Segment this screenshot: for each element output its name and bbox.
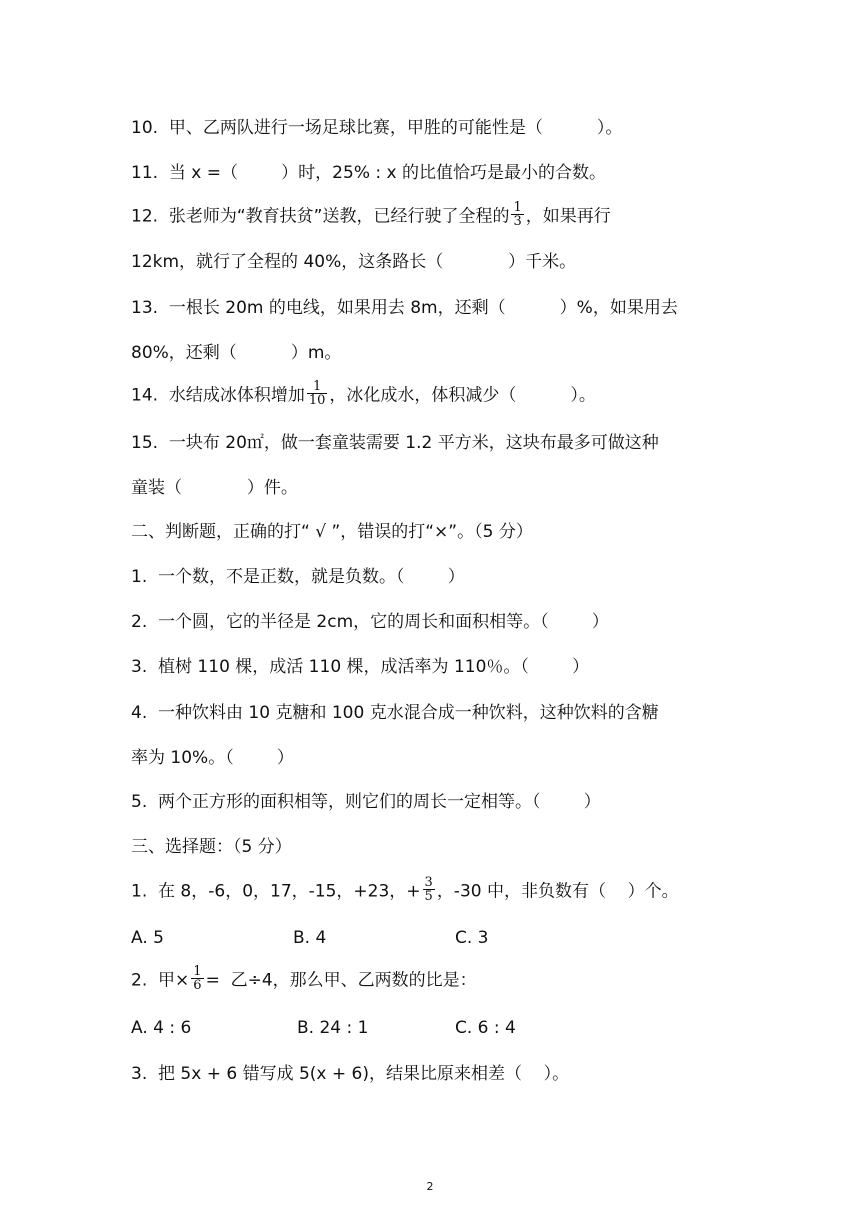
question-13-line-1: 13. 一根长 20m 的电线，如果用去 8m，还剩（ ）%，如果用去 — [131, 298, 678, 318]
choice-2-option-a: A. 4 : 6 — [131, 1018, 192, 1038]
question-12-text-tail: ，如果再行 — [525, 206, 611, 227]
page-number: 2 — [426, 1180, 434, 1193]
choice-1 — [131, 875, 679, 905]
judgement-3: 3. 植树 110 棵，成活 110 棵，成活率为 110％。（ ） — [131, 657, 590, 677]
question-15-line-1: 15. 一块布 20㎡，做一套童装需要 1.2 平方米，这块布最多可做这种 — [131, 433, 659, 453]
fraction-one-sixth — [191, 965, 203, 992]
fraction-numerator: 1 — [513, 200, 522, 215]
judgement-2: 2. 一个圆，它的半径是 2cm，它的周长和面积相等。（ ） — [131, 612, 609, 632]
question-13-line-2: 80%，还剩（ ）m。 — [131, 343, 342, 363]
choice-1-text-tail: ，-30 中，非负数有（ ）个。 — [436, 881, 679, 902]
fraction-one-tenth — [307, 380, 328, 407]
fraction-denominator: 10 — [308, 393, 326, 408]
fraction-numerator: 1 — [193, 964, 202, 979]
question-15-line-2: 童装（ ）件。 — [131, 478, 298, 498]
judgement-1: 1. 一个数，不是正数，就是负数。（ ） — [131, 567, 465, 587]
judgement-4-line-1: 4. 一种饮料由 10 克糖和 100 克水混合成一种饮料，这种饮料的含糖 — [131, 703, 659, 723]
question-14-text-tail: ，冰化成水，体积减少（ ）。 — [329, 385, 596, 406]
fraction-denominator: 6 — [193, 978, 202, 993]
choice-2-option-b: B. 24 : 1 — [297, 1018, 369, 1038]
choice-1-option-b: B. 4 — [293, 928, 327, 948]
section-2-title: 二、判断题，正确的打“ √ ”，错误的打“×”。（5 分） — [131, 522, 533, 542]
judgement-5: 5. 两个正方形的面积相等，则它们的周长一定相等。（ ） — [131, 792, 601, 812]
question-14-text: 14. 水结成冰体积增加 — [131, 385, 305, 406]
question-12-line-1 — [131, 200, 611, 230]
choice-3: 3. 把 5x + 6 错写成 5(x + 6)，结果比原来相差（ ）。 — [131, 1064, 570, 1084]
fraction-denominator: 5 — [424, 889, 433, 904]
fraction-one-third — [511, 201, 523, 228]
choice-1-text: 1. 在 8，-6，0，17，-15，+23，+ — [131, 881, 421, 902]
section-3-title: 三、选择题：（5 分） — [131, 837, 292, 857]
fraction-numerator: 1 — [307, 380, 328, 394]
question-11: 11. 当 x =（ ）时，25% : x 的比值恰巧是最小的合数。 — [131, 163, 606, 183]
fraction-three-fifths — [423, 876, 435, 903]
question-14 — [131, 379, 596, 409]
fraction-numerator: 3 — [424, 875, 433, 890]
choice-2-text: 2. 甲× — [131, 970, 190, 991]
choice-1-option-a: A. 5 — [131, 928, 164, 948]
judgement-4-line-2: 率为 10%。（ ） — [131, 748, 294, 768]
question-10: 10. 甲、乙两队进行一场足球比赛，甲胜的可能性是（ ）。 — [131, 118, 623, 138]
choice-2 — [131, 964, 477, 994]
fraction-denominator: 3 — [513, 214, 522, 229]
question-12-line-2: 12km，就行了全程的 40%，这条路长（ ）千米。 — [131, 252, 577, 272]
choice-2-option-c: C. 6 : 4 — [455, 1018, 516, 1038]
choice-2-text-tail: = 乙÷4，那么甲、乙两数的比是： — [205, 970, 477, 991]
question-12-text: 12. 张老师为“教育扶贫”送教，已经行驶了全程的 — [131, 206, 510, 227]
choice-1-option-c: C. 3 — [455, 928, 489, 948]
